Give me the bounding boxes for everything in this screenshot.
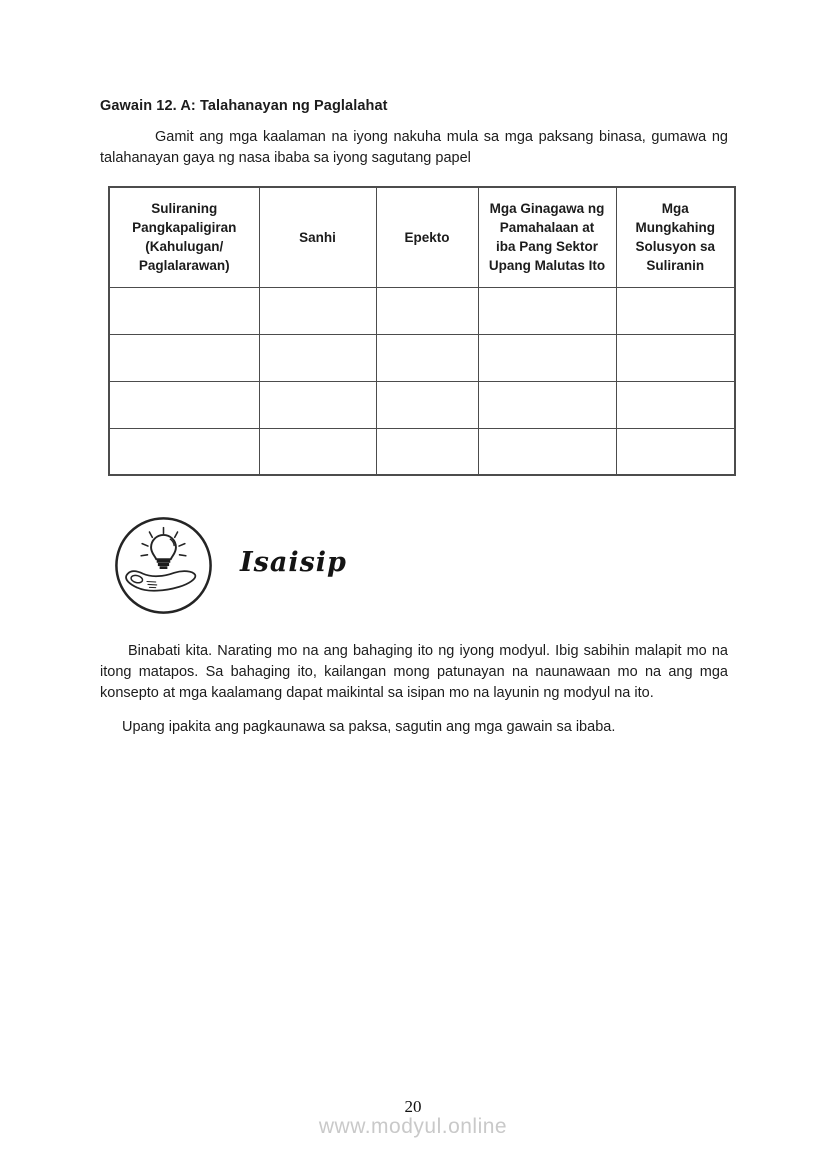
- table-row: [109, 334, 735, 381]
- isaisip-section-title: Isaisip: [240, 546, 347, 578]
- generalization-table: [108, 186, 736, 476]
- empty-cell: [109, 428, 259, 475]
- empty-cell: [259, 334, 376, 381]
- activity-instructions: Gamit ang mga kaalaman na iyong nakuha mula sa mga paksang binasa, gumawa ng talahanayan gaya ng nasa ibaba sa iyong sagutang papel: [100, 129, 728, 166]
- isaisip-section-header: [113, 515, 728, 621]
- empty-cell: [376, 381, 478, 428]
- empty-cell: [109, 334, 259, 381]
- empty-cell: [478, 428, 616, 475]
- empty-cell: [616, 334, 735, 381]
- isaisip-paragraph-1: Binabati kita. Narating mo na ang bahaging ito ng iyong modyul. Ibig sabihin malapit mo na itong matapos. Sa bahaging ito, kailangan mong patunayan na naunawaan mo na ang mga konsepto at mga kaalamang dapat maikintal sa isipan mo na layunin ng modyul na ito.: [100, 643, 728, 701]
- column-header-suliranin: Suliraning Pangkapaligiran (Kahulugan/ Paglalarawan): [109, 187, 259, 287]
- table-row: [109, 287, 735, 334]
- column-header-pamahalaan: Mga Ginagawa ng Pamahalaan at iba Pang Sektor Upang Malutas Ito: [478, 187, 616, 287]
- empty-cell: [478, 287, 616, 334]
- empty-cell: [259, 428, 376, 475]
- empty-cell: [376, 428, 478, 475]
- hand-holding-lightbulb-icon: [113, 515, 214, 621]
- page-number: 20: [404, 1097, 422, 1116]
- activity-heading: Gawain 12. A: Talahanayan ng Paglalahat: [100, 98, 388, 114]
- empty-cell: [616, 428, 735, 475]
- empty-cell: [616, 381, 735, 428]
- empty-cell: [259, 287, 376, 334]
- empty-cell: [478, 381, 616, 428]
- empty-cell: [478, 334, 616, 381]
- empty-cell: [109, 381, 259, 428]
- column-header-epekto: Epekto: [376, 187, 478, 287]
- table-header-row: [109, 187, 735, 287]
- isaisip-paragraph-2: Upang ipakita ang pagkaunawa sa paksa, sagutin ang mga gawain sa ibaba.: [122, 719, 616, 735]
- empty-cell: [376, 334, 478, 381]
- column-header-solusyon: Mga Mungkahing Solusyon sa Suliranin: [616, 187, 735, 287]
- table-row: [109, 381, 735, 428]
- watermark-text: www.modyul.online: [318, 1115, 508, 1138]
- empty-cell: [109, 287, 259, 334]
- column-header-sanhi: Sanhi: [259, 187, 376, 287]
- empty-cell: [616, 287, 735, 334]
- empty-cell: [259, 381, 376, 428]
- table-row: [109, 428, 735, 475]
- empty-cell: [376, 287, 478, 334]
